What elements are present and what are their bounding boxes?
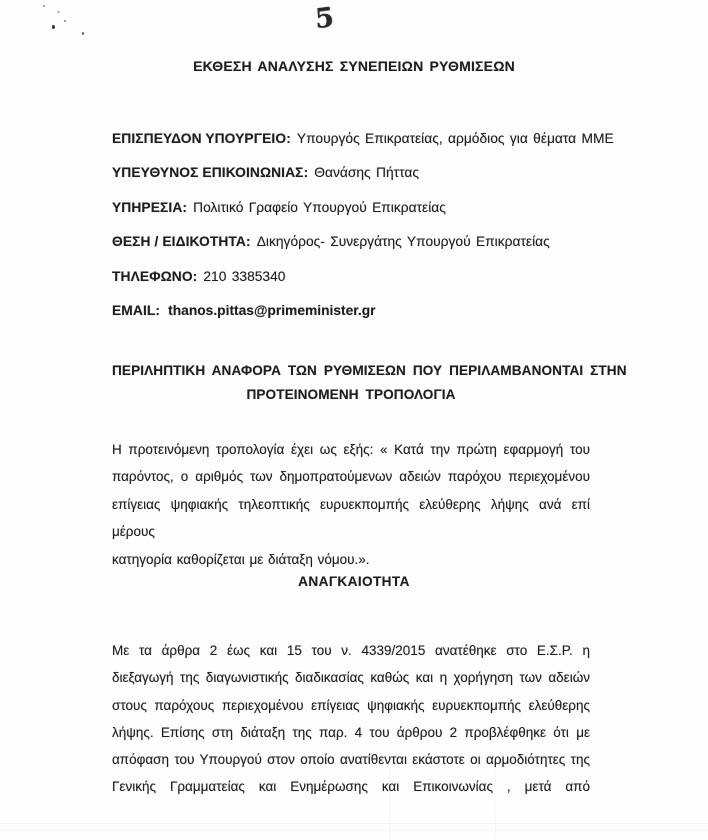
field-label: EMAIL: <box>112 302 161 318</box>
field-row-email <box>112 303 592 337</box>
scan-artifact-line <box>0 823 708 824</box>
field-value: Δικηγόρος- Συνεργάτης Υπουργού Επικρατείας <box>256 234 550 250</box>
scan-artifact <box>82 32 84 35</box>
document-title: ΕΚΘΕΣΗ ΑΝΑΛΥΣΗΣ ΣΥΝΕΠΕΙΩΝ ΡΥΘΜΙΣΕΩΝ <box>193 58 515 74</box>
summary-heading-line2: ΠΡΟΤΕΙΝΟΜΕΝΗ ΤΡΟΠΟΛΟΓΙΑ <box>246 386 456 402</box>
paragraph-line: παρόντος, ο αριθμός των δημοπρατούμενων αδειών παρόχου περιεχομένου <box>112 469 590 485</box>
paragraph-line: Η προτεινόμενη τροπολογία έχει ως εξής: « Κατά την πρώτη εφαρμογή του <box>112 442 590 457</box>
summary-heading-line1: ΠΕΡΙΛΗΠΤΙΚΗ ΑΝΑΦΟΡΑ ΤΩΝ ΡΥΘΜΙΣΕΩΝ ΠΟΥ ΠΕΡΙΛΑΜΒΑΝΟΝΤΑΙ ΣΤΗΝ <box>112 363 627 378</box>
paragraph-line: επίγειας ψηφιακής τηλεοπτικής ευρυεκπομπής ελεύθερης λήψης ανά επί μέρους <box>112 496 590 540</box>
paragraph-line: λήψης. Επίσης στη διάταξη της παρ. 4 του άρθρου 2 προβλέφθηκε ότι με <box>112 724 590 740</box>
field-row-ministry <box>112 131 614 165</box>
field-row-phone <box>112 269 592 303</box>
paragraph-line: διεξαγωγή της διαγωνιστικής διαδικασίας καθώς και η χορήγηση των αδειών <box>112 670 590 686</box>
necessity-section-heading: ΑΝΑΓΚΑΙΟΤΗΤΑ <box>298 574 410 589</box>
scan-artifact <box>57 11 60 13</box>
field-value: thanos.pittas@primeminister.gr <box>168 302 376 318</box>
scan-artifact <box>43 5 45 7</box>
field-label: ΕΠΙΣΠΕΥΔΟΝ ΥΠΟΥΡΓΕΙΟ: <box>112 131 291 146</box>
handwritten-page-number: 5 <box>313 1 335 36</box>
field-row-position <box>112 234 592 268</box>
field-label: ΘΕΣΗ / ΕΙΔΙΚΟΤΗΤΑ: <box>112 234 251 250</box>
paragraph-line: απόφαση του Υπουργού στον οποίο ανατίθενται εκάστοτε οι αρμοδιότητες της <box>112 752 590 768</box>
field-value: Πολιτικό Γραφείο Υπουργού Επικρατείας <box>193 199 446 215</box>
paragraph-line: στους παρόχους περιεχομένου επίγειας ψηφιακής ευρυεκπομπής ελεύθερης <box>112 697 590 713</box>
field-row-service <box>112 200 592 234</box>
field-value: Θανάσης Πήττας <box>314 165 419 181</box>
paragraph-line: Με τα άρθρα 2 έως και 15 του ν. 4339/2015 ανατέθηκε στο Ε.Σ.Ρ. η <box>112 643 590 658</box>
scan-artifact-line <box>0 830 708 831</box>
paragraph-line: Γενικής Γραμματείας και Ενημέρωσης και Επικοινωνίας , μετά από <box>112 779 590 795</box>
paragraph-line: κατηγορία καθορίζεται με διάταξη νόμου.». <box>112 551 370 567</box>
summary-heading <box>112 359 627 406</box>
scan-artifact <box>52 25 55 29</box>
field-label: ΥΠΕΥΘΥΝΟΣ ΕΠΙΚΟΙΝΩΝΙΑΣ: <box>112 165 309 181</box>
field-value: Υπουργός Επικρατείας, αρμόδιος για θέματα ΜΜΕ <box>296 131 614 146</box>
field-row-contact-person <box>112 165 592 199</box>
metadata-fields <box>112 131 614 337</box>
scan-artifact <box>64 20 66 22</box>
field-label: ΥΠΗΡΕΣΙΑ: <box>112 199 188 215</box>
proposed-amendment-paragraph <box>112 436 590 573</box>
field-value: 210 3385340 <box>203 268 286 284</box>
necessity-paragraph <box>112 637 590 801</box>
field-label: ΤΗΛΕΦΩΝΟ: <box>112 268 198 284</box>
